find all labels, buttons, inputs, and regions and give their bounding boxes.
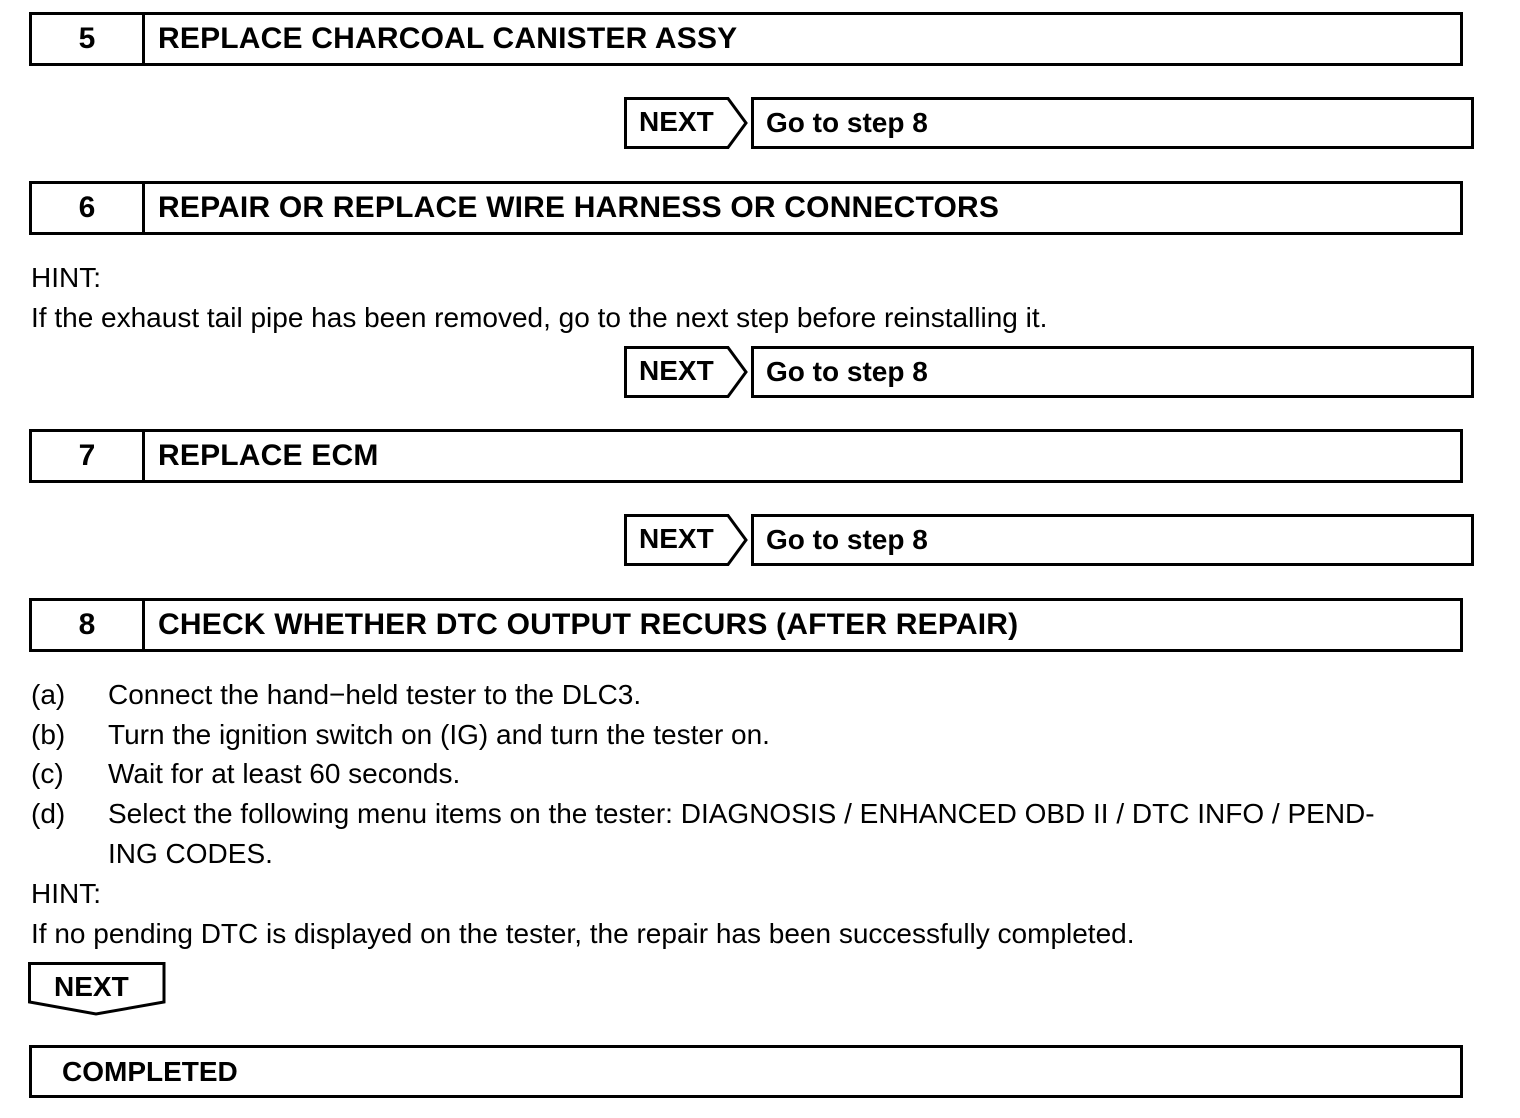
list-item-label: (a): [31, 679, 66, 710]
hint-label: HINT:: [31, 878, 101, 909]
step-number: 6: [32, 184, 145, 232]
list-item-text: Select the following menu items on the tester: DIAGNOSIS / ENHANCED OBD II / DTC INFO / PEND-: [108, 798, 1375, 829]
next-arrow-button[interactable]: [624, 346, 748, 398]
next-arrow-button[interactable]: [624, 514, 748, 566]
step-6-next-row: [624, 346, 1462, 398]
step-title: REPLACE ECM: [158, 439, 379, 472]
step-6-header: [29, 181, 1463, 235]
next-label: NEXT: [639, 523, 714, 554]
list-item-label: (b): [31, 719, 66, 750]
list-item-label: (d): [31, 798, 66, 829]
step-5-next-row: [624, 97, 1462, 149]
goto-step-8-box: Go to step 8: [751, 346, 1474, 398]
next-label: NEXT: [639, 355, 714, 386]
goto-step-8-box: Go to step 8: [751, 514, 1474, 566]
step-title: REPAIR OR REPLACE WIRE HARNESS OR CONNECTORS: [158, 191, 1000, 224]
completed-box: [29, 1045, 1463, 1098]
list-item-text: Connect the hand−held tester to the DLC3.: [108, 679, 642, 710]
step-number: 5: [32, 15, 145, 63]
hint-text: If the exhaust tail pipe has been removed, go to the next step before reinstalling it.: [31, 302, 1048, 333]
step-8-header: [29, 598, 1463, 652]
list-item-label: (c): [31, 758, 64, 789]
list-item-text-continued: ING CODES.: [108, 838, 273, 869]
step-number: 8: [32, 601, 145, 649]
list-item-text: Turn the ignition switch on (IG) and turn the tester on.: [108, 719, 770, 750]
next-down-arrow-button[interactable]: [28, 962, 166, 1016]
next-arrow-button[interactable]: [624, 97, 748, 149]
step-7-next-row: [624, 514, 1462, 566]
step-title: CHECK WHETHER DTC OUTPUT RECURS (AFTER REPAIR): [158, 608, 1019, 641]
completed-label: COMPLETED: [62, 1055, 238, 1087]
next-label: NEXT: [639, 106, 714, 137]
step-title: REPLACE CHARCOAL CANISTER ASSY: [158, 22, 738, 55]
step-5-header: [29, 12, 1463, 66]
next-label: NEXT: [54, 971, 129, 1002]
hint-label: HINT:: [31, 262, 101, 293]
goto-step-8-box: Go to step 8: [751, 97, 1474, 149]
step-number: 7: [32, 432, 145, 480]
step-7-header: [29, 429, 1463, 483]
hint-text: If no pending DTC is displayed on the tester, the repair has been successfully completed.: [31, 918, 1135, 949]
list-item-text: Wait for at least 60 seconds.: [108, 758, 461, 789]
